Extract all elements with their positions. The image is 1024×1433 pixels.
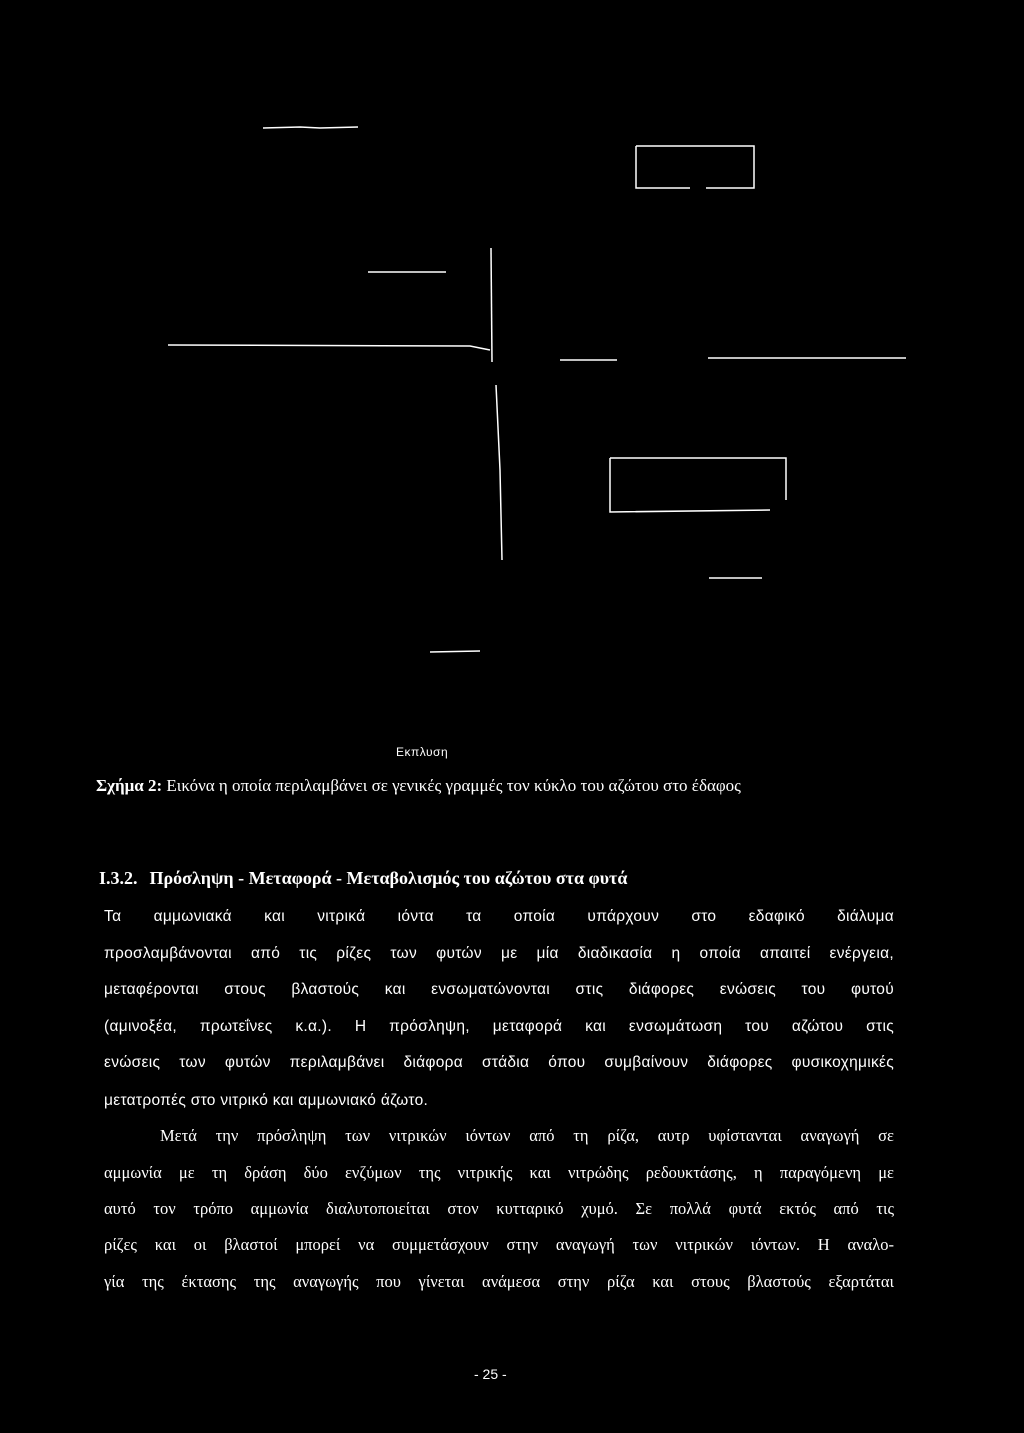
paragraph-line: αμμωνία με τη δράση δύο ενζύμων της νιτρικής και νιτρώδης ρεδουκτάσης, η παραγόμενη με — [104, 1163, 894, 1182]
figure-vertical-line — [491, 248, 492, 362]
paragraph-line: αυτό τον τρόπο αμμωνία διαλυτοποιείται στον κυτταρικό χυμό. Σε πολλά φυτά εκτός από τις — [104, 1199, 894, 1218]
figure-label: Εκπλυση — [396, 745, 449, 759]
paragraph-line: μεταφέρονται στους βλαστούς και ενσωματώνονται στις διάφορες ενώσεις του φυτού — [104, 981, 894, 998]
paragraph-line: Τα αμμωνιακά και νιτρικά ιόντα τα οποία υπάρχουν στο εδαφικό διάλυμα — [104, 908, 894, 925]
figure-box-bottom — [610, 458, 786, 500]
section-title: Πρόσληψη - Μεταφορά - Μεταβολισμός του αζώτου στα φυτά — [149, 868, 628, 888]
paragraph-line: γία της έκτασης της αναγωγής που γίνεται ανάμεσα στην ρίζα και στους βλαστούς εξαρτάται — [104, 1272, 894, 1291]
paragraph-line: Μετά την πρόσληψη των νιτρικών ιόντων από τη ρίζα, αυτρ υφίστανται αναγωγή σε — [160, 1126, 894, 1145]
figure-line — [263, 127, 358, 128]
figure-box-top — [636, 146, 754, 188]
figure-caption — [96, 775, 856, 797]
paragraph-line: προσλαμβάνονται από τις ρίζες των φυτών με μία διαδικασία η οποία απαιτεί ενέργεια, — [104, 945, 894, 962]
paragraph-line: ρίζες και οι βλαστοί μπορεί να συμμετάσχουν στην αναγωγή των νιτρικών ιόντων. Η αναλο- — [104, 1235, 894, 1254]
caption-text: Εικόνα η οποία περιλαμβάνει σε γενικές γραμμές τον κύκλο του αζώτου στο έδαφος — [162, 776, 741, 795]
paragraph-line: (αμινοξέα, πρωτεΐνες κ.α.). Η πρόσληψη, μεταφορά και ενσωμάτωση του αζώτου στις — [104, 1018, 894, 1035]
caption-prefix: Σχήμα 2: — [96, 776, 163, 795]
page-number: - 25 - — [474, 1366, 507, 1382]
section-number: I.3.2. — [99, 868, 138, 888]
paragraph-line: μετατροπές στο νιτρικό και αμμωνιακό άζωτο. — [104, 1092, 429, 1109]
paragraph-line: ενώσεις των φυτών περιλαμβάνει διάφορα στάδια όπου συμβαίνουν διάφορες φυσικοχημικές — [104, 1054, 894, 1071]
section-heading — [99, 868, 627, 889]
